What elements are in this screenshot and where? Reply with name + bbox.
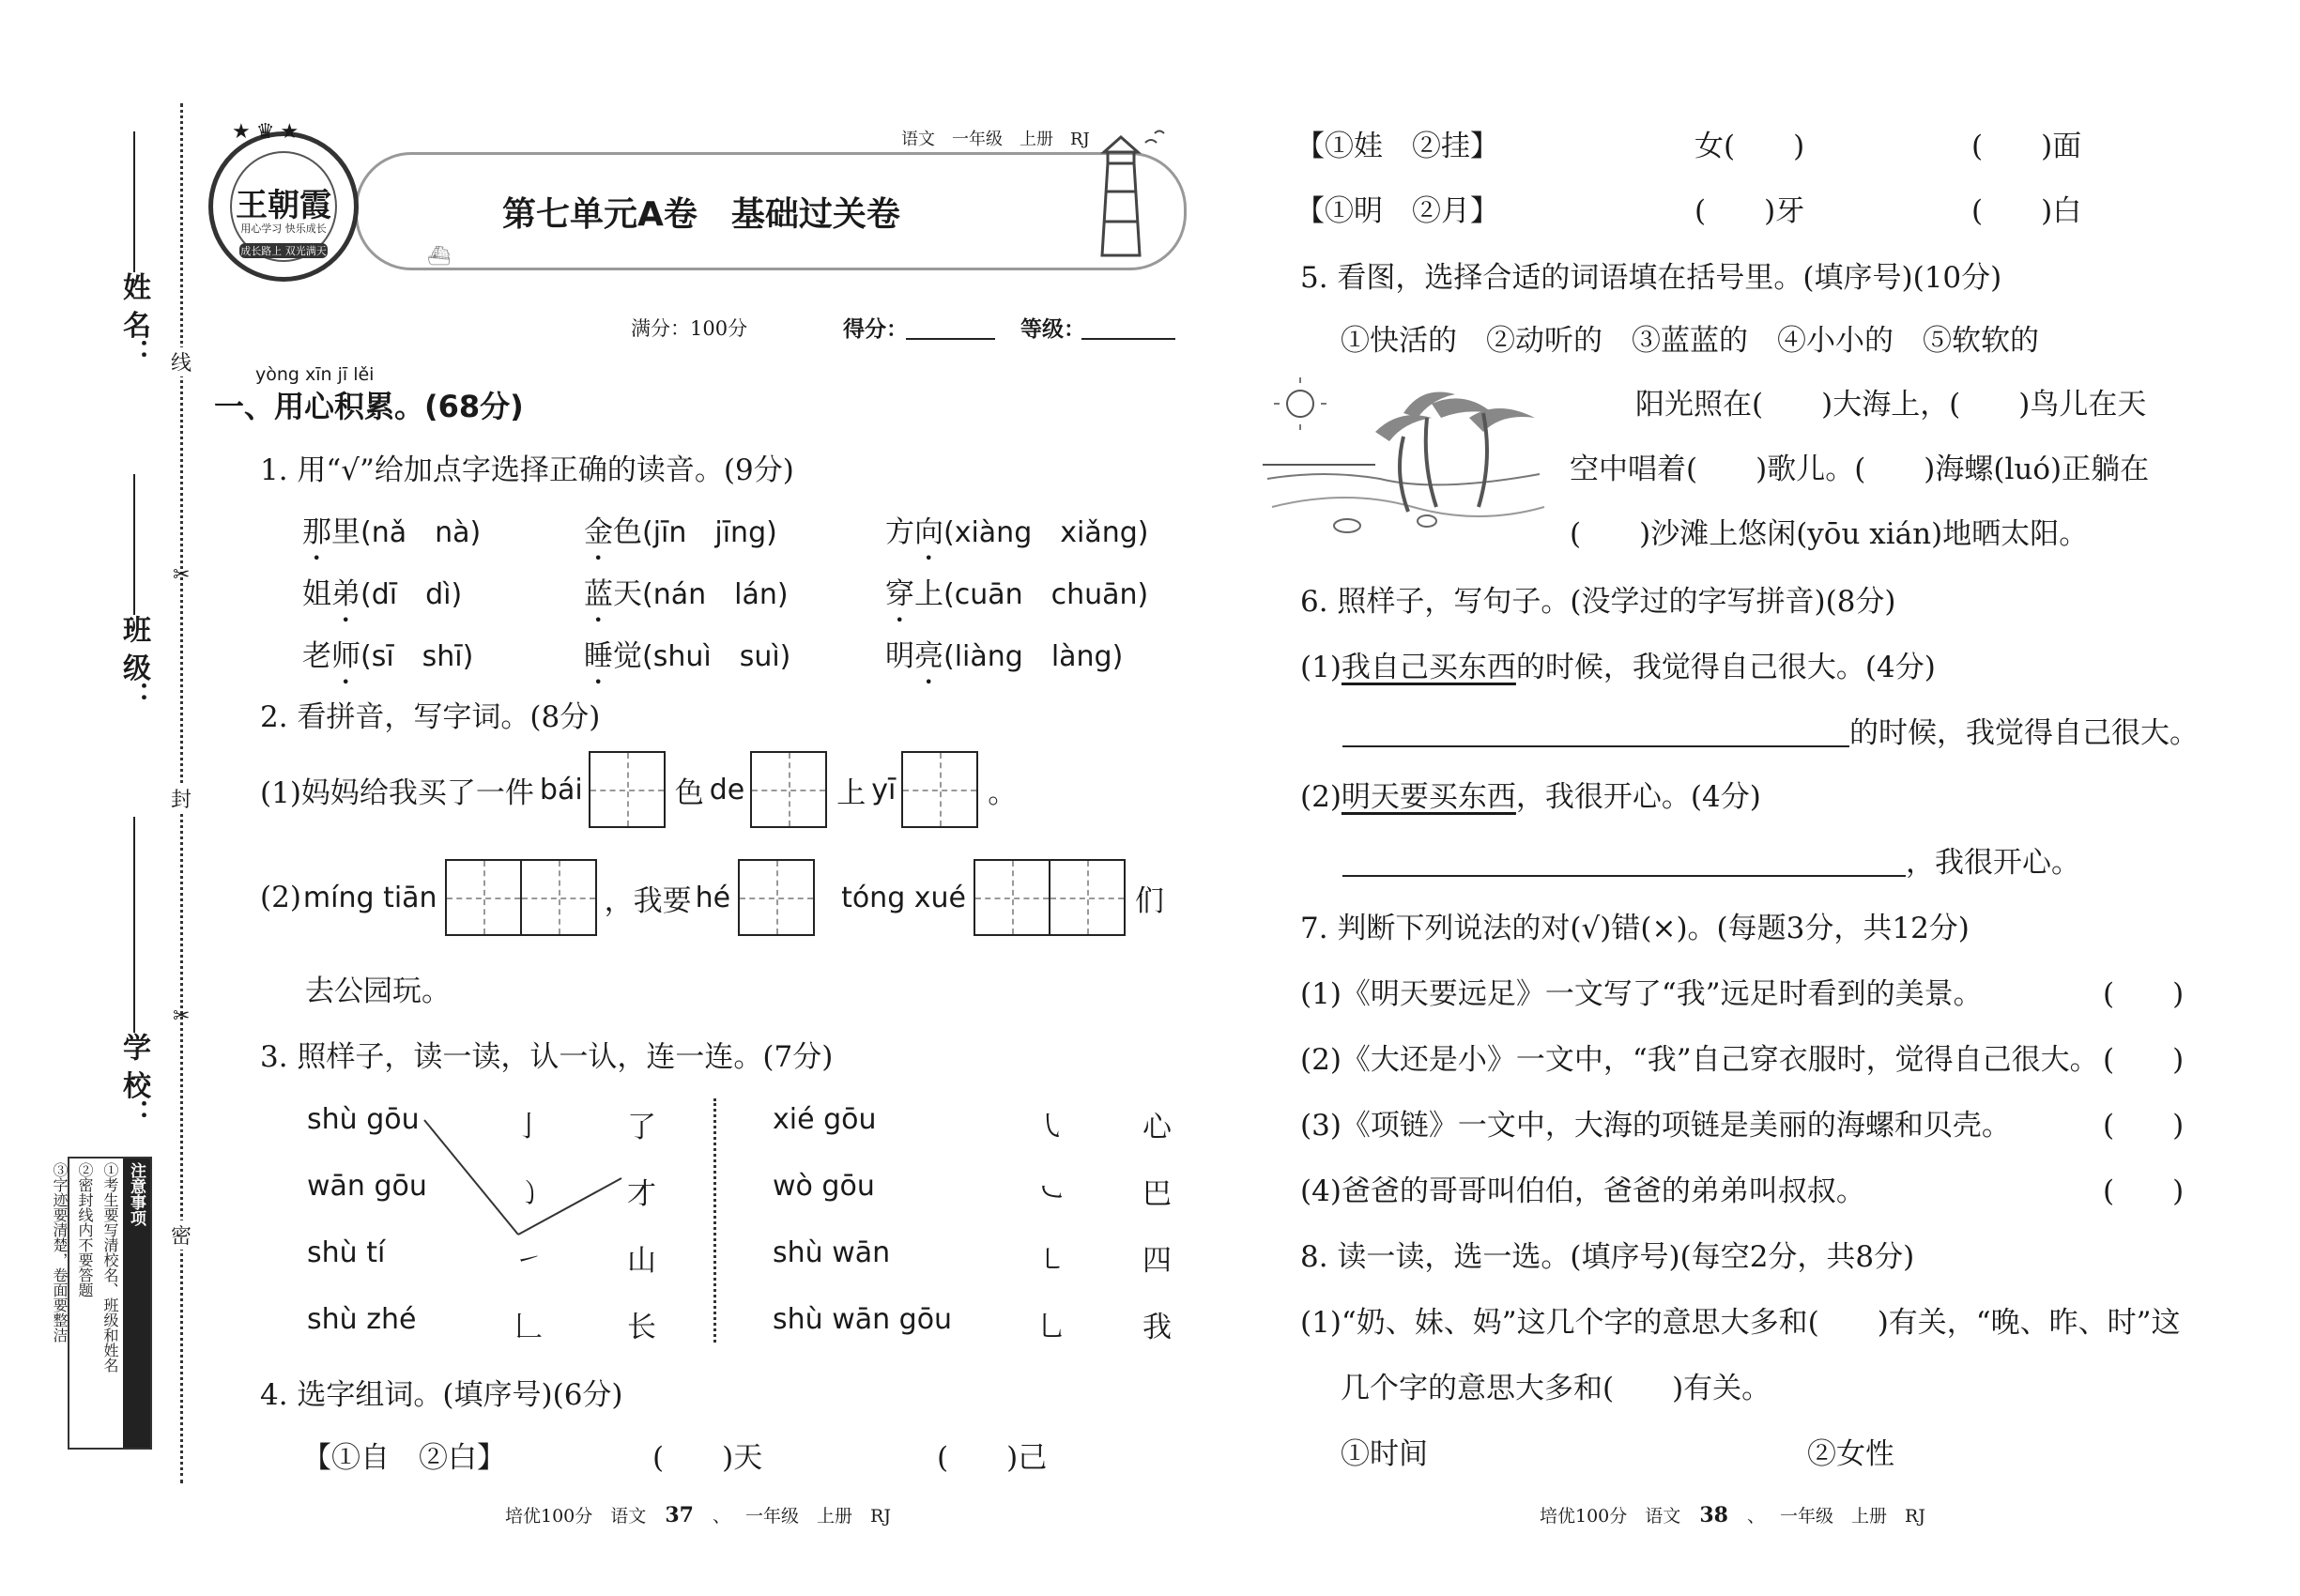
q8-line1: (1)“奶、妹、妈”这几个字的意思大多和( )有关，“晚、昨、时”这	[1300, 1306, 2181, 1340]
brand-logo	[208, 131, 359, 282]
q4-fill[interactable]: ( )天	[652, 1441, 763, 1475]
q1-item: 穿上(cuān chuān)	[885, 577, 1149, 611]
stroke-glyph[interactable]: 𠃊	[514, 1311, 543, 1343]
q4-fill[interactable]: ( )白	[1971, 194, 2082, 228]
stroke-name: xié gōu	[773, 1103, 877, 1136]
q1-item: 明亮(liàng làng)	[885, 639, 1124, 673]
q5-title: 5. 看图，选择合适的词语填在括号里。(填序号)(10分)	[1300, 261, 2002, 295]
seal-word-line: 线	[171, 347, 192, 376]
q2-line3: 去公园玩。	[305, 974, 451, 1008]
q8-option: ②女性	[1807, 1437, 1894, 1471]
school-line	[133, 817, 135, 1033]
writing-box[interactable]	[974, 859, 1050, 936]
notes-box	[51, 1157, 152, 1450]
column-divider	[713, 1098, 716, 1343]
grade-field[interactable]	[1081, 338, 1175, 340]
stroke-glyph[interactable]: ㇁	[514, 1177, 543, 1210]
page-title: 第七单元A卷 基础过关卷	[502, 195, 900, 234]
match-char[interactable]: 才	[627, 1177, 656, 1211]
writing-box[interactable]	[1049, 859, 1126, 936]
notes-item: ①考生要写清校名、班级和姓名	[101, 1162, 119, 1373]
q4-fill[interactable]: 女( )	[1694, 130, 1805, 163]
q5-options: ①快活的 ②动听的 ③蓝蓝的 ④小小的 ⑤软软的	[1341, 324, 2039, 358]
q1-item: 老师(sī shī)	[302, 639, 474, 673]
q1-item: 姐弟(dī dì)	[302, 577, 463, 611]
q7-answer[interactable]: ( )	[2103, 1174, 2185, 1208]
q4-options: 【①自 ②白】	[302, 1441, 506, 1475]
full-score: 满分：100分	[631, 317, 748, 340]
q4-fill[interactable]: ( )牙	[1694, 194, 1805, 228]
q6-answer2: ，我很开心。	[1342, 838, 2080, 881]
brand-sub: 用心学习 快乐成长	[240, 223, 327, 235]
stroke-glyph[interactable]: ㇀	[514, 1244, 543, 1277]
q6-sentence2: (2)明天要买东西，我很开心。(4分)	[1300, 780, 1761, 814]
q1-item: 那里(nǎ nà)	[302, 515, 482, 549]
name-label: 姓 名：	[117, 272, 150, 367]
q1-item: 方向(xiàng xiǎng)	[885, 515, 1149, 549]
q2-line2: (2) míng tiān ，我要 hé tóng xué 们	[260, 859, 1164, 936]
score-label: 得分：	[843, 316, 908, 342]
q4-fill[interactable]: ( )面	[1971, 130, 2082, 163]
match-char[interactable]: 了	[627, 1111, 656, 1144]
stroke-glyph[interactable]: ㇂	[1037, 1111, 1066, 1143]
q4-fill[interactable]: ( )己	[937, 1441, 1048, 1475]
notes-title: 注意事项	[123, 1159, 150, 1448]
q7-answer[interactable]: ( )	[2103, 1109, 2185, 1143]
q5-line1: 阳光照在( )大海上，( )鸟儿在天	[1635, 388, 2147, 422]
writing-box[interactable]	[750, 751, 827, 828]
match-char[interactable]: 心	[1142, 1111, 1172, 1144]
q6-answer1: 的时候，我觉得自己很大。	[1342, 709, 2199, 751]
q5-line3: ( )沙滩上悠闲(yōu xián)地晒太阳。	[1570, 517, 2089, 551]
answer-blank[interactable]	[1342, 714, 1849, 747]
class-line	[133, 474, 135, 615]
q1-title: 1. 用“√”给加点字选择正确的读音。(9分)	[260, 453, 794, 487]
seal-word-secret: 密	[171, 1220, 192, 1250]
crown-icon: ★♛★	[232, 120, 305, 144]
q7-statement: (4)爸爸的哥哥叫伯伯，爸爸的弟弟叫叔叔。	[1300, 1174, 1865, 1208]
page-number: 38	[1699, 1503, 1728, 1527]
page-footer: 培优100分 语文 37 、 一年级 上册 RJ	[505, 1503, 891, 1527]
sample-connection-lines	[413, 1113, 638, 1253]
q4-options: 【①明 ②月】	[1296, 194, 1499, 228]
q3-title: 3. 照样子，读一读，认一认，连一连。(7分)	[260, 1040, 834, 1074]
q2-title: 2. 看拼音，写字词。(8分)	[260, 700, 601, 734]
beach-illustration	[1263, 376, 1549, 545]
page-footer: 培优100分 语文 38 、 一年级 上册 RJ	[1540, 1503, 1925, 1527]
q8-line2: 几个字的意思大多和( )有关。	[1341, 1372, 1771, 1405]
notes-item: ②密封线内不要答题	[76, 1162, 94, 1297]
stroke-name: wān gōu	[307, 1170, 427, 1203]
school-label: 学 校：	[117, 1033, 150, 1128]
brand-name: 王朝霞	[236, 187, 331, 224]
stroke-glyph[interactable]: 亅	[514, 1111, 543, 1143]
seal-word-seal: 封	[171, 784, 192, 813]
writing-box[interactable]	[738, 859, 815, 936]
lighthouse-icon	[1080, 124, 1169, 265]
q4-title: 4. 选字组词。(填序号)(6分)	[260, 1378, 623, 1412]
q1-item: 蓝天(nán lán)	[584, 577, 789, 611]
q1-item: 睡觉(shuì suì)	[584, 639, 791, 673]
grade-label: 等级：	[1020, 316, 1085, 342]
writing-box[interactable]	[520, 859, 597, 936]
page-number: 37	[665, 1503, 694, 1527]
q8-title: 8. 读一读，选一选。(填序号)(每空2分，共8分)	[1300, 1240, 1915, 1274]
writing-box[interactable]	[901, 751, 978, 828]
match-char[interactable]: 四	[1142, 1244, 1172, 1278]
match-char[interactable]: 我	[1142, 1311, 1172, 1344]
q7-statement: (2)《大还是小》一文中，“我”自己穿衣服时，觉得自己很大。	[1300, 1043, 2099, 1077]
q7-statement: (1)《明天要远足》一文写了“我”远足时看到的美景。	[1300, 977, 1983, 1011]
stroke-name: shù wān gōu	[773, 1303, 953, 1336]
notes-item: ③字迹要清楚，卷面要整洁	[51, 1162, 69, 1343]
match-char[interactable]: 巴	[1142, 1177, 1172, 1211]
section-pinyin: yòng xīn jī lěi	[255, 364, 375, 385]
q7-answer[interactable]: ( )	[2103, 1043, 2185, 1077]
scissors-icon: ✂	[173, 1005, 191, 1028]
match-char[interactable]: 山	[627, 1244, 656, 1278]
stroke-name: wò gōu	[773, 1170, 875, 1203]
match-char[interactable]: 长	[627, 1311, 656, 1344]
q7-answer[interactable]: ( )	[2103, 977, 2185, 1011]
q2-line1: (1)妈妈给我买了一件 bái 色 de 上 yī 。	[260, 751, 1017, 828]
name-line	[133, 131, 135, 272]
q1-item: 金色(jīn jīng)	[584, 515, 777, 549]
stroke-name: shù wān	[773, 1236, 891, 1269]
stroke-glyph[interactable]: 乚	[1037, 1311, 1066, 1343]
q6-title: 6. 照样子，写句子。(没学过的字写拼音)(8分)	[1300, 585, 1896, 619]
brand-tagline: 成长路上 双光满天	[240, 245, 327, 257]
stroke-name: shù zhé	[307, 1303, 417, 1336]
stroke-glyph[interactable]: ㇃	[1037, 1177, 1066, 1210]
stroke-name: shù tí	[307, 1236, 386, 1269]
q4-options: 【①娃 ②挂】	[1296, 130, 1499, 163]
class-label: 班 级：	[117, 615, 150, 710]
stroke-glyph[interactable]: ㇄	[1037, 1244, 1066, 1277]
q5-line2: 空中唱着( )歌儿。( )海螺(luó)正躺在	[1570, 453, 2150, 486]
section-title: 一、用心积累。(68分)	[214, 389, 524, 424]
answer-blank[interactable]	[1342, 843, 1906, 877]
header-meta: 语文 一年级 上册 RJ	[901, 130, 1090, 149]
q7-title: 7. 判断下列说法的对(√)错(×)。(每题3分，共12分)	[1300, 912, 1970, 945]
writing-box[interactable]	[445, 859, 522, 936]
stroke-name: shù gōu	[307, 1103, 420, 1136]
ship-icon: ⛴	[427, 244, 452, 267]
writing-box[interactable]	[589, 751, 666, 828]
scissors-icon: ✂	[173, 563, 191, 587]
q7-statement: (3)《项链》一文中，大海的项链是美丽的海螺和贝壳。	[1300, 1109, 2011, 1143]
q8-option: ①时间	[1341, 1437, 1428, 1471]
score-field[interactable]	[906, 338, 995, 340]
q6-sentence1: (1)我自己买东西的时候，我觉得自己很大。(4分)	[1300, 651, 1936, 684]
